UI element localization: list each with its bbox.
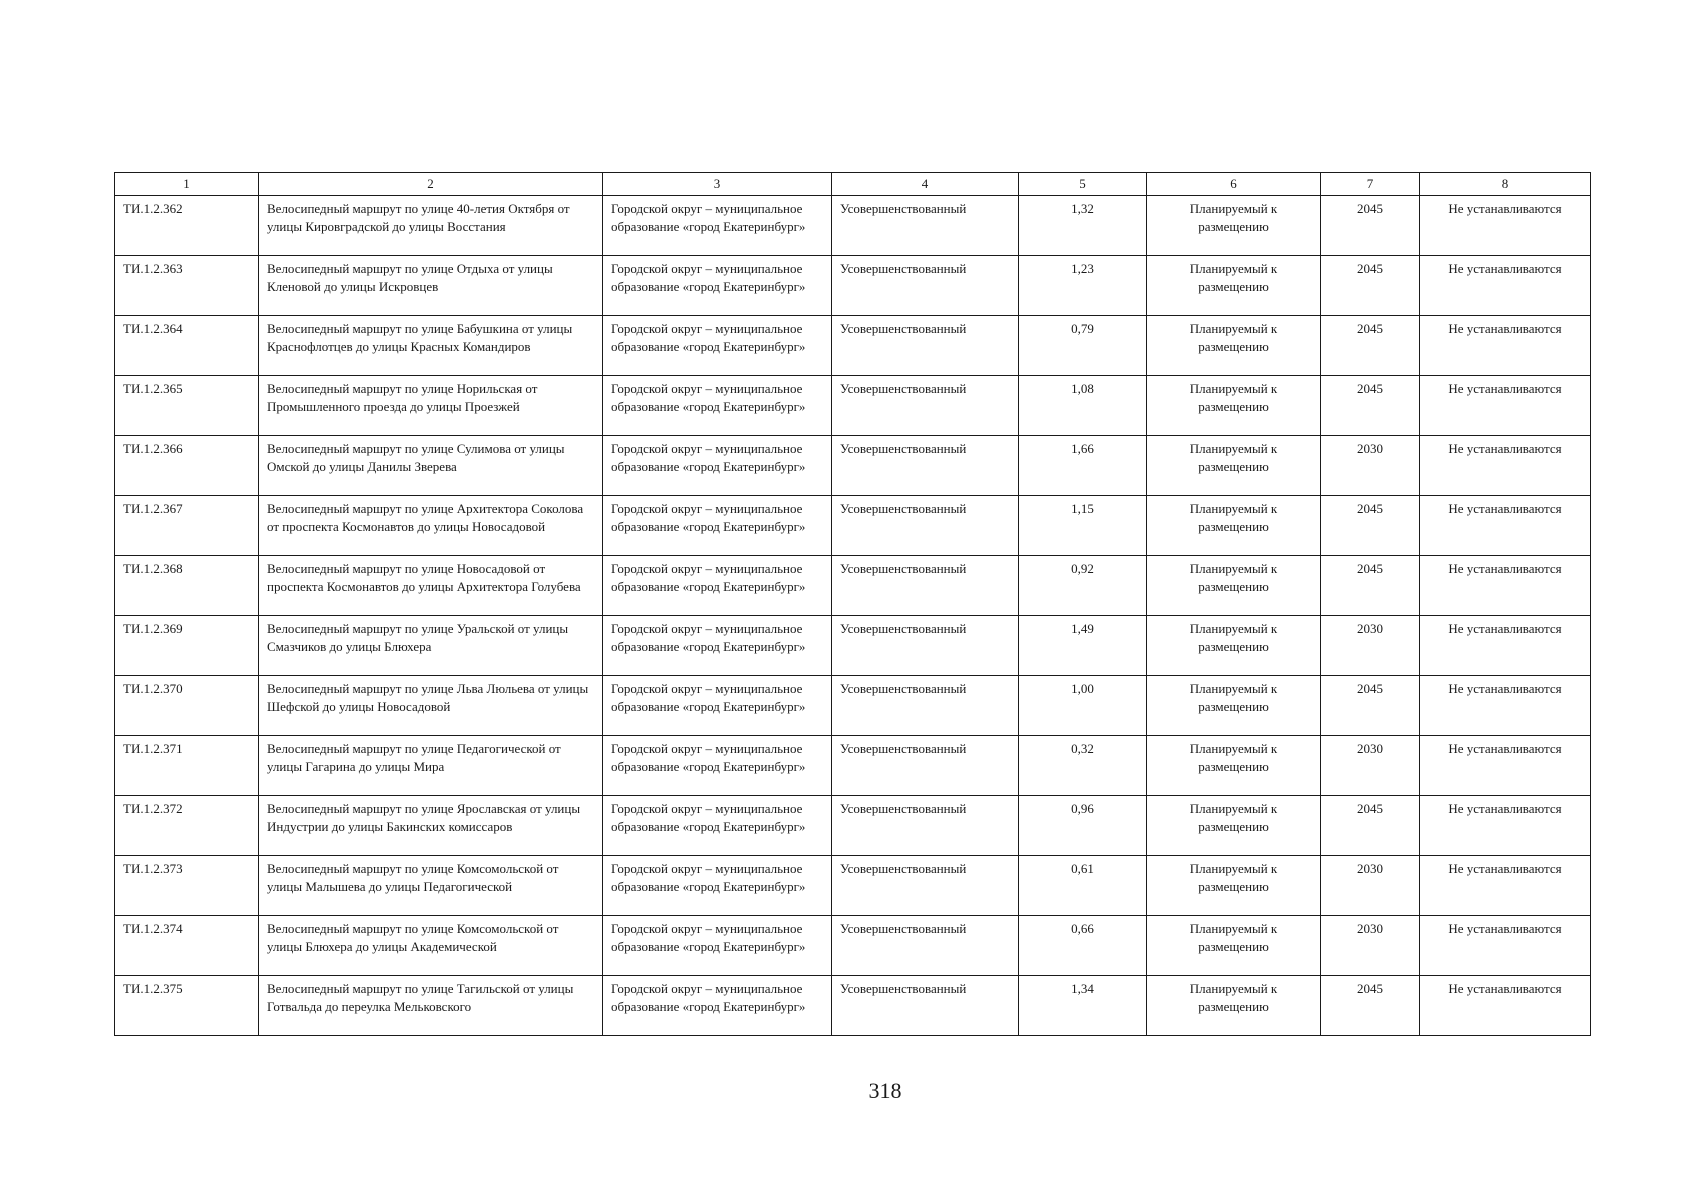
year-cell: 2045	[1321, 256, 1420, 316]
status-cell: Планируемый к размещению	[1147, 616, 1321, 676]
object-id-cell: ТИ.1.2.372	[115, 796, 259, 856]
length-cell: 1,08	[1019, 376, 1147, 436]
table-row	[115, 256, 1591, 316]
status-cell: Планируемый к размещению	[1147, 556, 1321, 616]
object-id-cell: ТИ.1.2.370	[115, 676, 259, 736]
municipality-cell: Городской округ – муниципальное образование «город Екатеринбург»	[603, 916, 832, 976]
route-type-cell: Усовершенствованный	[832, 676, 1019, 736]
municipality-cell: Городской округ – муниципальное образование «город Екатеринбург»	[603, 496, 832, 556]
route-type-cell: Усовершенствованный	[832, 376, 1019, 436]
object-id-cell: ТИ.1.2.374	[115, 916, 259, 976]
route-type-cell: Усовершенствованный	[832, 736, 1019, 796]
table-row	[115, 316, 1591, 376]
route-type-cell: Усовершенствованный	[832, 616, 1019, 676]
table-row	[115, 736, 1591, 796]
object-name-cell: Велосипедный маршрут по улице Тагильской от улицы Готвальда до переулка Мельковского	[259, 976, 603, 1036]
year-cell: 2045	[1321, 796, 1420, 856]
column-header: 6	[1147, 173, 1321, 196]
length-cell: 1,32	[1019, 196, 1147, 256]
length-cell: 1,49	[1019, 616, 1147, 676]
object-id-cell: ТИ.1.2.369	[115, 616, 259, 676]
object-name-cell: Велосипедный маршрут по улице Ярославская от улицы Индустрии до улицы Бакинских комиссаров	[259, 796, 603, 856]
object-id-cell: ТИ.1.2.365	[115, 376, 259, 436]
status-cell: Планируемый к размещению	[1147, 496, 1321, 556]
year-cell: 2045	[1321, 376, 1420, 436]
municipality-cell: Городской округ – муниципальное образование «город Екатеринбург»	[603, 796, 832, 856]
object-name-cell: Велосипедный маршрут по улице 40-летия Октября от улицы Кировградской до улицы Восстания	[259, 196, 603, 256]
table-row	[115, 676, 1591, 736]
municipality-cell: Городской округ – муниципальное образование «город Екатеринбург»	[603, 316, 832, 376]
column-header: 5	[1019, 173, 1147, 196]
length-cell: 0,66	[1019, 916, 1147, 976]
table-row	[115, 796, 1591, 856]
object-name-cell: Велосипедный маршрут по улице Новосадовой от проспекта Космонавтов до улицы Архитектора Голубева	[259, 556, 603, 616]
object-name-cell: Велосипедный маршрут по улице Бабушкина от улицы Краснофлотцев до улицы Красных Командиров	[259, 316, 603, 376]
municipality-cell: Городской округ – муниципальное образование «город Екатеринбург»	[603, 736, 832, 796]
year-cell: 2030	[1321, 856, 1420, 916]
status-cell: Планируемый к размещению	[1147, 376, 1321, 436]
municipality-cell: Городской округ – муниципальное образование «город Екатеринбург»	[603, 616, 832, 676]
route-type-cell: Усовершенствованный	[832, 196, 1019, 256]
object-name-cell: Велосипедный маршрут по улице Педагогической от улицы Гагарина до улицы Мира	[259, 736, 603, 796]
zones-cell: Не устанавливаются	[1420, 376, 1591, 436]
status-cell: Планируемый к размещению	[1147, 976, 1321, 1036]
object-name-cell: Велосипедный маршрут по улице Уральской от улицы Смазчиков до улицы Блюхера	[259, 616, 603, 676]
object-id-cell: ТИ.1.2.371	[115, 736, 259, 796]
object-id-cell: ТИ.1.2.368	[115, 556, 259, 616]
object-name-cell: Велосипедный маршрут по улице Отдыха от улицы Кленовой до улицы Искровцев	[259, 256, 603, 316]
zones-cell: Не устанавливаются	[1420, 256, 1591, 316]
municipality-cell: Городской округ – муниципальное образование «город Екатеринбург»	[603, 676, 832, 736]
table-row	[115, 976, 1591, 1036]
object-id-cell: ТИ.1.2.375	[115, 976, 259, 1036]
zones-cell: Не устанавливаются	[1420, 856, 1591, 916]
status-cell: Планируемый к размещению	[1147, 316, 1321, 376]
status-cell: Планируемый к размещению	[1147, 256, 1321, 316]
table-header	[115, 173, 1591, 196]
municipality-cell: Городской округ – муниципальное образование «город Екатеринбург»	[603, 856, 832, 916]
status-cell: Планируемый к размещению	[1147, 796, 1321, 856]
object-id-cell: ТИ.1.2.373	[115, 856, 259, 916]
year-cell: 2045	[1321, 496, 1420, 556]
table-row	[115, 196, 1591, 256]
object-id-cell: ТИ.1.2.366	[115, 436, 259, 496]
zones-cell: Не устанавливаются	[1420, 316, 1591, 376]
length-cell: 1,34	[1019, 976, 1147, 1036]
table-row	[115, 376, 1591, 436]
page-number: 318	[868, 1078, 902, 1103]
table-body	[115, 196, 1591, 1036]
column-header: 4	[832, 173, 1019, 196]
zones-cell: Не устанавливаются	[1420, 556, 1591, 616]
length-cell: 1,66	[1019, 436, 1147, 496]
zones-cell: Не устанавливаются	[1420, 916, 1591, 976]
zones-cell: Не устанавливаются	[1420, 796, 1591, 856]
route-type-cell: Усовершенствованный	[832, 256, 1019, 316]
year-cell: 2045	[1321, 556, 1420, 616]
object-id-cell: ТИ.1.2.367	[115, 496, 259, 556]
status-cell: Планируемый к размещению	[1147, 196, 1321, 256]
zones-cell: Не устанавливаются	[1420, 616, 1591, 676]
length-cell: 0,96	[1019, 796, 1147, 856]
column-header: 3	[603, 173, 832, 196]
route-type-cell: Усовершенствованный	[832, 436, 1019, 496]
route-type-cell: Усовершенствованный	[832, 316, 1019, 376]
column-header: 2	[259, 173, 603, 196]
object-id-cell: ТИ.1.2.362	[115, 196, 259, 256]
column-header: 7	[1321, 173, 1420, 196]
column-header: 1	[115, 173, 259, 196]
object-name-cell: Велосипедный маршрут по улице Льва Люльева от улицы Шефской до улицы Новосадовой	[259, 676, 603, 736]
year-cell: 2045	[1321, 316, 1420, 376]
municipality-cell: Городской округ – муниципальное образование «город Екатеринбург»	[603, 436, 832, 496]
object-id-cell: ТИ.1.2.364	[115, 316, 259, 376]
route-type-cell: Усовершенствованный	[832, 496, 1019, 556]
municipality-cell: Городской округ – муниципальное образование «город Екатеринбург»	[603, 196, 832, 256]
status-cell: Планируемый к размещению	[1147, 436, 1321, 496]
table-row	[115, 436, 1591, 496]
year-cell: 2030	[1321, 916, 1420, 976]
table-row	[115, 556, 1591, 616]
object-name-cell: Велосипедный маршрут по улице Архитектора Соколова от проспекта Космонавтов до улицы Новосадовой	[259, 496, 603, 556]
table-row	[115, 616, 1591, 676]
length-cell: 0,79	[1019, 316, 1147, 376]
object-name-cell: Велосипедный маршрут по улице Норильская от Промышленного проезда до улицы Проезжей	[259, 376, 603, 436]
status-cell: Планируемый к размещению	[1147, 736, 1321, 796]
table-row	[115, 856, 1591, 916]
year-cell: 2045	[1321, 196, 1420, 256]
year-cell: 2045	[1321, 676, 1420, 736]
table-row	[115, 916, 1591, 976]
route-type-cell: Усовершенствованный	[832, 796, 1019, 856]
header-row	[115, 173, 1591, 196]
route-type-cell: Усовершенствованный	[832, 556, 1019, 616]
zones-cell: Не устанавливаются	[1420, 496, 1591, 556]
route-type-cell: Усовершенствованный	[832, 976, 1019, 1036]
municipality-cell: Городской округ – муниципальное образование «город Екатеринбург»	[603, 976, 832, 1036]
status-cell: Планируемый к размещению	[1147, 676, 1321, 736]
year-cell: 2030	[1321, 616, 1420, 676]
object-name-cell: Велосипедный маршрут по улице Сулимова от улицы Омской до улицы Данилы Зверева	[259, 436, 603, 496]
length-cell: 1,15	[1019, 496, 1147, 556]
facilities-table	[114, 172, 1591, 1036]
length-cell: 1,00	[1019, 676, 1147, 736]
zones-cell: Не устанавливаются	[1420, 736, 1591, 796]
length-cell: 0,32	[1019, 736, 1147, 796]
length-cell: 0,61	[1019, 856, 1147, 916]
status-cell: Планируемый к размещению	[1147, 916, 1321, 976]
zones-cell: Не устанавливаются	[1420, 436, 1591, 496]
zones-cell: Не устанавливаются	[1420, 976, 1591, 1036]
status-cell: Планируемый к размещению	[1147, 856, 1321, 916]
year-cell: 2045	[1321, 976, 1420, 1036]
object-name-cell: Велосипедный маршрут по улице Комсомольской от улицы Блюхера до улицы Академической	[259, 916, 603, 976]
municipality-cell: Городской округ – муниципальное образование «город Екатеринбург»	[603, 376, 832, 436]
route-type-cell: Усовершенствованный	[832, 916, 1019, 976]
length-cell: 0,92	[1019, 556, 1147, 616]
column-header: 8	[1420, 173, 1591, 196]
length-cell: 1,23	[1019, 256, 1147, 316]
municipality-cell: Городской округ – муниципальное образование «город Екатеринбург»	[603, 256, 832, 316]
object-name-cell: Велосипедный маршрут по улице Комсомольской от улицы Малышева до улицы Педагогической	[259, 856, 603, 916]
table-row	[115, 496, 1591, 556]
year-cell: 2030	[1321, 736, 1420, 796]
municipality-cell: Городской округ – муниципальное образование «город Екатеринбург»	[603, 556, 832, 616]
zones-cell: Не устанавливаются	[1420, 676, 1591, 736]
object-id-cell: ТИ.1.2.363	[115, 256, 259, 316]
route-type-cell: Усовершенствованный	[832, 856, 1019, 916]
year-cell: 2030	[1321, 436, 1420, 496]
zones-cell: Не устанавливаются	[1420, 196, 1591, 256]
